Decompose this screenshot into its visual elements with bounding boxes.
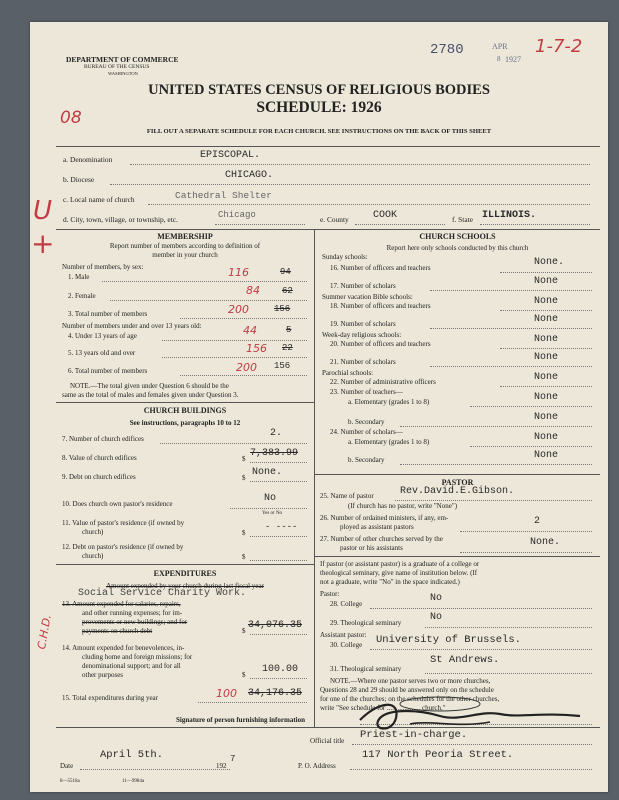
q15-handwritten: 100 bbox=[216, 687, 237, 700]
q3-typed: 156 bbox=[274, 304, 291, 314]
dollar-sign: $ bbox=[242, 455, 246, 463]
summer-heading: Summer vacation Bible schools: bbox=[322, 293, 413, 301]
po-address-label: P. O. Address bbox=[298, 762, 336, 770]
q1-label: 1. Male bbox=[68, 273, 90, 281]
q12-label-2: church) bbox=[82, 552, 104, 560]
q2-handwritten: 84 bbox=[246, 284, 260, 297]
handwritten-code: 1-7-2 bbox=[535, 36, 583, 57]
graduate-note-2: theological seminary, give name of institution below. (If bbox=[320, 569, 478, 577]
q14-label-3: denominational support; and for all bbox=[82, 662, 181, 670]
assistant-label: Assistant pastor: bbox=[320, 631, 367, 639]
denomination-value: EPISCOPAL. bbox=[200, 150, 261, 161]
expenditures-sub: Amount expended by your church during last fiscal year bbox=[106, 582, 264, 590]
pastor-note-4: write "See schedule for ................... church." bbox=[320, 704, 446, 712]
q26-value: 2 bbox=[534, 516, 541, 527]
church-name-label: c. Local name of church bbox=[63, 195, 135, 204]
q27-label-2: pastor or his assistants bbox=[340, 544, 403, 552]
stamp-number: 2780 bbox=[430, 42, 464, 58]
form-number: 8—5518a bbox=[60, 779, 80, 784]
q12-label-1: 12. Debt on pastor's residence (if owned by bbox=[62, 543, 184, 551]
q13-label-4: payments on church debt bbox=[82, 627, 153, 635]
stamp-date: APR bbox=[492, 42, 508, 51]
q7-label: 7. Number of church edifices bbox=[62, 435, 144, 443]
q19-value: None bbox=[534, 314, 559, 325]
q16-label: 16. Number of officers and teachers bbox=[330, 264, 431, 272]
dollar-sign: $ bbox=[242, 553, 246, 561]
dollar-sign: $ bbox=[242, 529, 246, 537]
form-title: UNITED STATES CENSUS OF RELIGIOUS BODIES bbox=[148, 82, 490, 98]
membership-note-1: NOTE.—The total given under Question 6 should be the bbox=[70, 382, 229, 390]
margin-mark-u: U bbox=[33, 196, 53, 226]
sunday-heading: Sunday schools: bbox=[322, 253, 368, 261]
official-title-value: Priest-in-charge. bbox=[360, 729, 468, 741]
city-value: Chicago bbox=[218, 210, 256, 220]
q23a-label: a. Elementary (grades 1 to 8) bbox=[348, 398, 430, 406]
q26-label-2: ployed as assistant pastors bbox=[340, 523, 414, 531]
q8-value: 7,383.99 bbox=[250, 448, 299, 459]
official-title-label: Official title bbox=[310, 737, 345, 745]
q4-handwritten: 44 bbox=[243, 324, 257, 337]
po-address-value: 117 North Peoria Street. bbox=[362, 749, 514, 761]
q29-label: 29. Theological seminary bbox=[330, 619, 402, 627]
state-value: ILLINOIS. bbox=[482, 210, 537, 221]
q29-value: No bbox=[430, 612, 443, 623]
schools-sub: Report here only schools conducted by this church bbox=[386, 244, 529, 252]
q31-value: St Andrews. bbox=[430, 654, 500, 666]
by-sex-heading: Number of members, by sex: bbox=[62, 263, 144, 271]
q14-label-2: cluding home and foreign missions; for bbox=[82, 653, 193, 661]
state-label: f. State bbox=[452, 215, 473, 224]
date-year-prefix: 192 bbox=[216, 762, 227, 770]
q13-label-1: 13. Amount expended for salaries, repairs, bbox=[62, 600, 181, 608]
q5-typed: 22 bbox=[282, 343, 293, 353]
q28-value: No bbox=[430, 593, 443, 604]
q7-value: 2. bbox=[270, 428, 283, 439]
graduate-note-3: not a graduate, write "No" in the space indicated.) bbox=[320, 578, 460, 586]
diocese-value: CHICAGO. bbox=[225, 170, 274, 181]
pastor-label: Pastor: bbox=[320, 590, 340, 598]
q15-value: 34,176.35 bbox=[248, 688, 303, 699]
q23b-value: None bbox=[534, 412, 559, 423]
q3-handwritten: 200 bbox=[228, 303, 249, 316]
q28-label: 28. College bbox=[330, 600, 363, 608]
dollar-sign: $ bbox=[242, 627, 246, 635]
q1-handwritten: 116 bbox=[228, 266, 249, 279]
signature-label: Signature of person furnishing information bbox=[176, 716, 305, 724]
q23a-value: None bbox=[534, 392, 559, 403]
q10-hint: Yes or No bbox=[262, 511, 283, 516]
church-name-value: Cathedral Shelter bbox=[175, 190, 272, 201]
q14-value: 100.00 bbox=[262, 664, 299, 675]
q4-typed: 5 bbox=[286, 325, 292, 335]
q3-label: 3. Total number of members bbox=[68, 310, 148, 318]
q13-value: 34,076.35 bbox=[248, 620, 303, 631]
q24b-label: b. Secondary bbox=[348, 456, 385, 464]
pastor-note-1: NOTE.—Where one pastor serves two or more churches, bbox=[330, 677, 491, 685]
q18-value: None bbox=[534, 296, 559, 307]
parochial-heading: Parochial schools: bbox=[322, 369, 374, 377]
denomination-label: a. Denomination bbox=[63, 155, 113, 164]
q27-value: None. bbox=[530, 537, 561, 548]
county-label: e. County bbox=[320, 215, 349, 224]
membership-intro-1: Report number of members according to definition of bbox=[109, 242, 261, 250]
margin-mark-plus: + bbox=[31, 227, 55, 260]
age-heading: Number of members under and over 13 years old: bbox=[62, 322, 202, 330]
form-instruction: FILL OUT A SEPARATE SCHEDULE FOR EACH CHURCH. SEE INSTRUCTIONS ON THE BACK OF THIS SHEET bbox=[146, 128, 492, 135]
date-value: April 5th. bbox=[100, 749, 164, 761]
q25-label: 25. Name of pastor bbox=[320, 492, 374, 500]
q5-label: 5. 13 years old and over bbox=[68, 349, 136, 357]
weekday-heading: Week-day religious schools: bbox=[322, 331, 402, 339]
pastor-note-2: Questions 28 and 29 should be answered only on the schedule bbox=[320, 686, 494, 694]
buildings-sub: See instructions, paragraphs 10 to 12 bbox=[129, 419, 241, 427]
q19-label: 19. Number of scholars bbox=[330, 320, 396, 328]
date-year-digit: 7 bbox=[230, 754, 236, 764]
q21-label: 21. Number of scholars bbox=[330, 358, 396, 366]
q21-value: None bbox=[534, 352, 559, 363]
q20-label: 20. Number of officers and teachers bbox=[330, 340, 431, 348]
q9-value: None. bbox=[252, 467, 283, 478]
dollar-sign: $ bbox=[242, 671, 246, 679]
pastor-title: PASTOR bbox=[441, 478, 474, 487]
q2-label: 2. Female bbox=[68, 292, 96, 300]
q10-value: No bbox=[264, 493, 277, 504]
membership-note-2: same as the total of males and females given under Question 3. bbox=[62, 391, 239, 399]
q9-label: 9. Debt on church edifices bbox=[62, 473, 136, 481]
q6-label: 6. Total number of members bbox=[68, 367, 148, 375]
schedule-title: SCHEDULE: 1926 bbox=[256, 99, 382, 116]
q14-label-1: 14. Amount expended for benevolences, in- bbox=[62, 644, 185, 652]
stamp-day: 8 bbox=[497, 55, 501, 63]
q16-value: None. bbox=[534, 257, 565, 268]
q23-label: 23. Number of teachers— bbox=[330, 388, 403, 396]
schools-title: CHURCH SCHOOLS bbox=[419, 232, 496, 241]
diocese-label: b. Diocese bbox=[63, 175, 95, 184]
stamp-year: 1927 bbox=[505, 55, 521, 64]
county-value: COOK bbox=[373, 210, 398, 221]
q6-handwritten: 200 bbox=[236, 361, 257, 374]
expenditures-title: EXPENDITURES bbox=[153, 569, 217, 578]
margin-mark-chd: C.H.D. bbox=[35, 613, 54, 651]
q2-typed: 62 bbox=[282, 286, 293, 296]
q20-value: None bbox=[534, 334, 559, 345]
city-label: d. City, town, village, or township, etc. bbox=[63, 215, 178, 224]
q13-label-3: provements or new buildings; and for bbox=[82, 618, 188, 626]
print-number: 11—9984a bbox=[122, 779, 145, 784]
q30-value: University of Brussels. bbox=[376, 634, 521, 646]
q14-label-4: other purposes bbox=[82, 671, 124, 679]
q24-label: 24. Number of scholars— bbox=[330, 428, 403, 436]
department-name: DEPARTMENT OF COMMERCE bbox=[66, 55, 179, 64]
q15-label: 15. Total expenditures during year bbox=[62, 694, 158, 702]
dollar-sign: $ bbox=[242, 474, 246, 482]
q5-handwritten: 156 bbox=[246, 342, 267, 355]
q17-label: 17. Number of scholars bbox=[330, 282, 396, 290]
membership-intro-2: member in your church bbox=[152, 251, 218, 259]
q31-label: 31. Theological seminary bbox=[330, 665, 402, 673]
membership-title: MEMBERSHIP bbox=[157, 232, 213, 241]
q27-label-1: 27. Number of other churches served by the bbox=[320, 535, 443, 543]
pastor-note-3: for one of the churches; on the schedules for the other churches, bbox=[320, 695, 500, 703]
bureau-city: WASHINGTON bbox=[108, 71, 138, 76]
q11-label-1: 11. Value of pastor's residence (if owned by bbox=[62, 519, 185, 527]
q24b-value: None bbox=[534, 450, 559, 461]
q17-value: None bbox=[534, 276, 559, 287]
q26-label-1: 26. Number of ordained ministers, if any, em- bbox=[320, 514, 449, 522]
q4-label: 4. Under 13 years of age bbox=[68, 332, 137, 340]
census-form-sheet bbox=[30, 22, 608, 792]
q24a-label: a. Elementary (grades 1 to 8) bbox=[348, 438, 430, 446]
q6-typed: 156 bbox=[274, 361, 291, 371]
graduate-note-1: If pastor (or assistant pastor) is a graduate of a college or bbox=[320, 560, 480, 568]
q13-label-2: and other running expenses; for im- bbox=[82, 609, 183, 617]
q22-value: None bbox=[534, 372, 559, 383]
q25-value: Rev.David.E.Gibson. bbox=[400, 486, 515, 497]
q23b-label: b. Secondary bbox=[348, 418, 385, 426]
q11-value: - ---- bbox=[265, 522, 298, 532]
q18-label: 18. Number of officers and teachers bbox=[330, 302, 431, 310]
date-label: Date bbox=[60, 762, 74, 770]
q8-label: 8. Value of church edifices bbox=[62, 454, 137, 462]
typed-overprint: Social Service Charity Work. bbox=[78, 588, 247, 599]
q10-label: 10. Does church own pastor's residence bbox=[62, 500, 173, 508]
q30-label: 30. College bbox=[330, 641, 363, 649]
bureau-name: BUREAU OF THE CENSUS bbox=[84, 64, 150, 70]
q1-typed: 94 bbox=[280, 267, 291, 277]
handwritten-mark: 08 bbox=[60, 108, 82, 128]
buildings-title: CHURCH BUILDINGS bbox=[143, 406, 227, 415]
q25-hint: (If church has no pastor, write "None") bbox=[348, 502, 458, 510]
q22-label: 22. Number of administrative officers bbox=[330, 378, 436, 386]
q11-label-2: church) bbox=[82, 528, 104, 536]
q24a-value: None bbox=[534, 432, 559, 443]
